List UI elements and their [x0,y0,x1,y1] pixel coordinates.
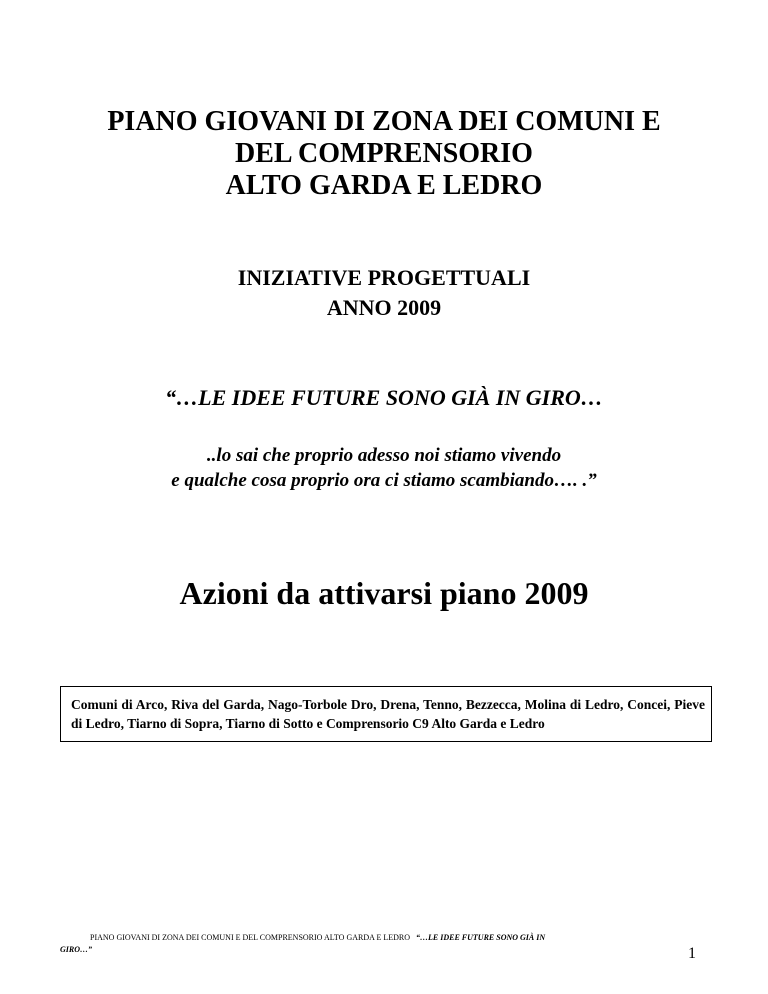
municipalities-box: Comuni di Arco, Riva del Garda, Nago-Torbole Dro, Drena, Tenno, Bezzecca, Molina di Ledro, Concei, Pieve di Ledro, Tiarno di Sopra, Tiarno di Sotto e Comprensorio C9 Alto Garda e Ledro [60,686,712,742]
lyric-line-1: ..lo sai che proprio adesso noi stiamo vivendo [206,445,562,466]
footer-quote-part1: “…LE IDEE FUTURE SONO GIÀ IN [416,933,546,942]
title-line-3: ALTO GARDA E LEDRO [225,170,543,201]
title-line-1: PIANO GIOVANI DI ZONA DEI COMUNI E [107,106,661,137]
footer-quote-part2: GIRO…” [60,945,93,954]
lyric-line-2: e qualche cosa proprio ora ci stiamo scambiando…. .” [171,470,597,491]
title-line-2: DEL COMPRENSORIO [235,138,533,169]
quote-line: “…LE IDEE FUTURE SONO GIÀ IN GIRO… [165,385,603,410]
page-footer [60,932,660,956]
subtitle-line-2: ANNO 2009 [326,295,442,320]
page-number: 1 [688,945,696,962]
subtitle-line-1: INIZIATIVE PROGETTUALI [237,265,531,290]
footer-text: PIANO GIOVANI DI ZONA DEI COMUNI E DEL COMPRENSORIO ALTO GARDA E LEDRO [90,933,411,942]
section-heading: Azioni da attivarsi piano 2009 [179,575,589,611]
